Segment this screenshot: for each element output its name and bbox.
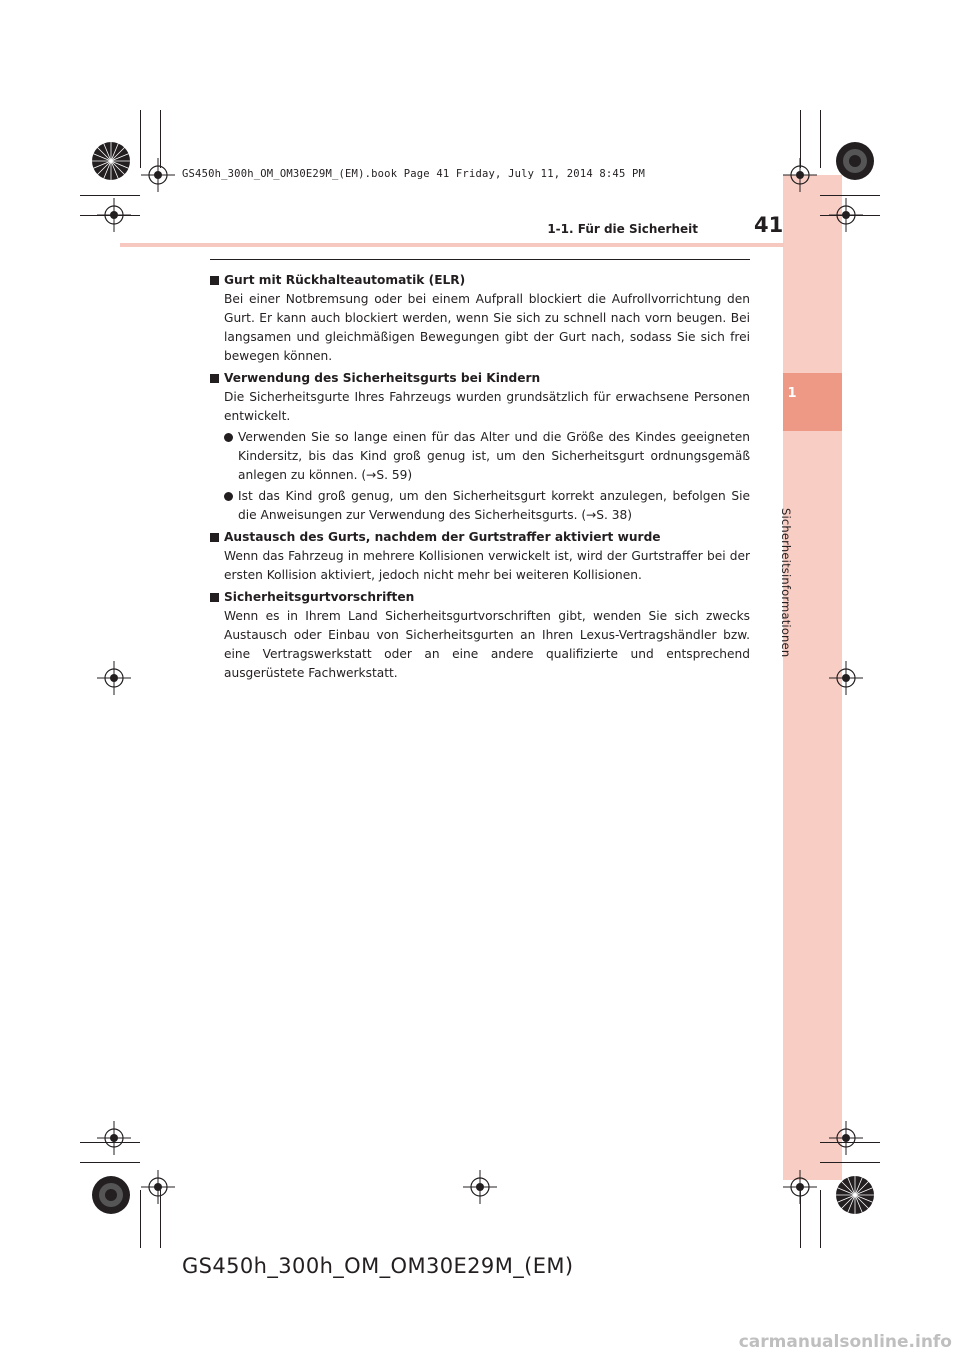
registration-mark-icon (141, 1170, 175, 1204)
crop-line (820, 110, 821, 168)
chapter-title: Sicherheitsinformationen (779, 508, 793, 658)
crop-line (820, 1190, 821, 1248)
dial-mark-icon (835, 141, 875, 181)
content-rule (210, 259, 750, 260)
section-title: Austausch des Gurts, nachdem der Gurtstraffer aktiviert wurde (210, 528, 750, 547)
crop-line (820, 195, 880, 196)
registration-mark-icon (783, 158, 817, 192)
registration-mark-icon (829, 1121, 863, 1155)
section-text: Wenn es in Ihrem Land Sicherheitsgurtvorschriften gibt, wenden Sie sich zwecks Austausch oder Einbau von Sicherheitsgurten an Ihren Lexus-Vertragshändler bzw. eine Vertragswerkstatt oder an eine andere qualifizierte und entsprechend ausgerüstete Fachwerkstatt. (224, 609, 750, 680)
crop-line (820, 1162, 880, 1163)
registration-mark-icon (97, 661, 131, 695)
registration-mark-icon (97, 1121, 131, 1155)
content-area (210, 268, 750, 683)
bullet-item: Ist das Kind groß genug, um den Sicherheitsgurt korrekt anzulegen, befolgen Sie die Anweisungen zur Verwendung des Sicherheitsgurts. (→S. 38) (210, 487, 750, 525)
page-number: 41 (754, 213, 784, 237)
dial-mark-icon (835, 1175, 875, 1215)
chapter-number: 1 (787, 386, 797, 401)
registration-mark-icon (829, 198, 863, 232)
section-title: Verwendung des Sicherheitsgurts bei Kindern (210, 369, 750, 388)
crop-line (80, 195, 140, 196)
file-stamp: GS450h_300h_OM_OM30E29M_(EM).book Page 41 Friday, July 11, 2014 8:45 PM (182, 168, 646, 180)
bullet-item: Verwenden Sie so lange einen für das Alter und die Größe des Kindes geeigneten Kindersitz, bis das Kind groß genug ist, um den Sicherheitsgurt ordnungsgemäß anlegen zu können. (→S. 59) (210, 428, 750, 485)
chapter-tab (783, 373, 842, 431)
registration-mark-icon (97, 198, 131, 232)
registration-mark-icon (783, 1170, 817, 1204)
section-text: Die Sicherheitsgurte Ihres Fahrzeugs wurden grundsätzlich für erwachsene Personen entwickelt. (224, 390, 750, 423)
registration-mark-icon (463, 1170, 497, 1204)
section-text: Bei einer Notbremsung oder bei einem Aufprall blockiert die Aufrollvorrichtung den Gurt. Er kann auch blockiert werden, wenn Sie sich zu schnell nach vorn beugen. Bei langsamen und gleichmäßigen Bewegungen gibt der Gurt nach, sodass Sie sich frei bewegen können. (224, 292, 750, 363)
registration-mark-icon (141, 158, 175, 192)
section-title: Sicherheitsgurtvorschriften (210, 588, 750, 607)
section-title: Gurt mit Rückhalteautomatik (ELR) (210, 271, 750, 290)
watermark: carmanualsonline.info (738, 1332, 952, 1352)
dial-mark-icon (91, 141, 131, 181)
crop-line (80, 1162, 140, 1163)
header-rule (120, 243, 784, 247)
section-text: Wenn das Fahrzeug in mehrere Kollisionen verwickelt ist, wird der Gurtstraffer bei der ersten Kollision aktiviert, jedoch nicht mehr bei weiteren Kollisionen. (224, 549, 750, 582)
dial-mark-icon (91, 1175, 131, 1215)
section-header: 1-1. Für die Sicherheit (547, 222, 698, 236)
footer-code: GS450h_300h_OM_OM30E29M_(EM) (182, 1254, 574, 1278)
registration-mark-icon (829, 661, 863, 695)
